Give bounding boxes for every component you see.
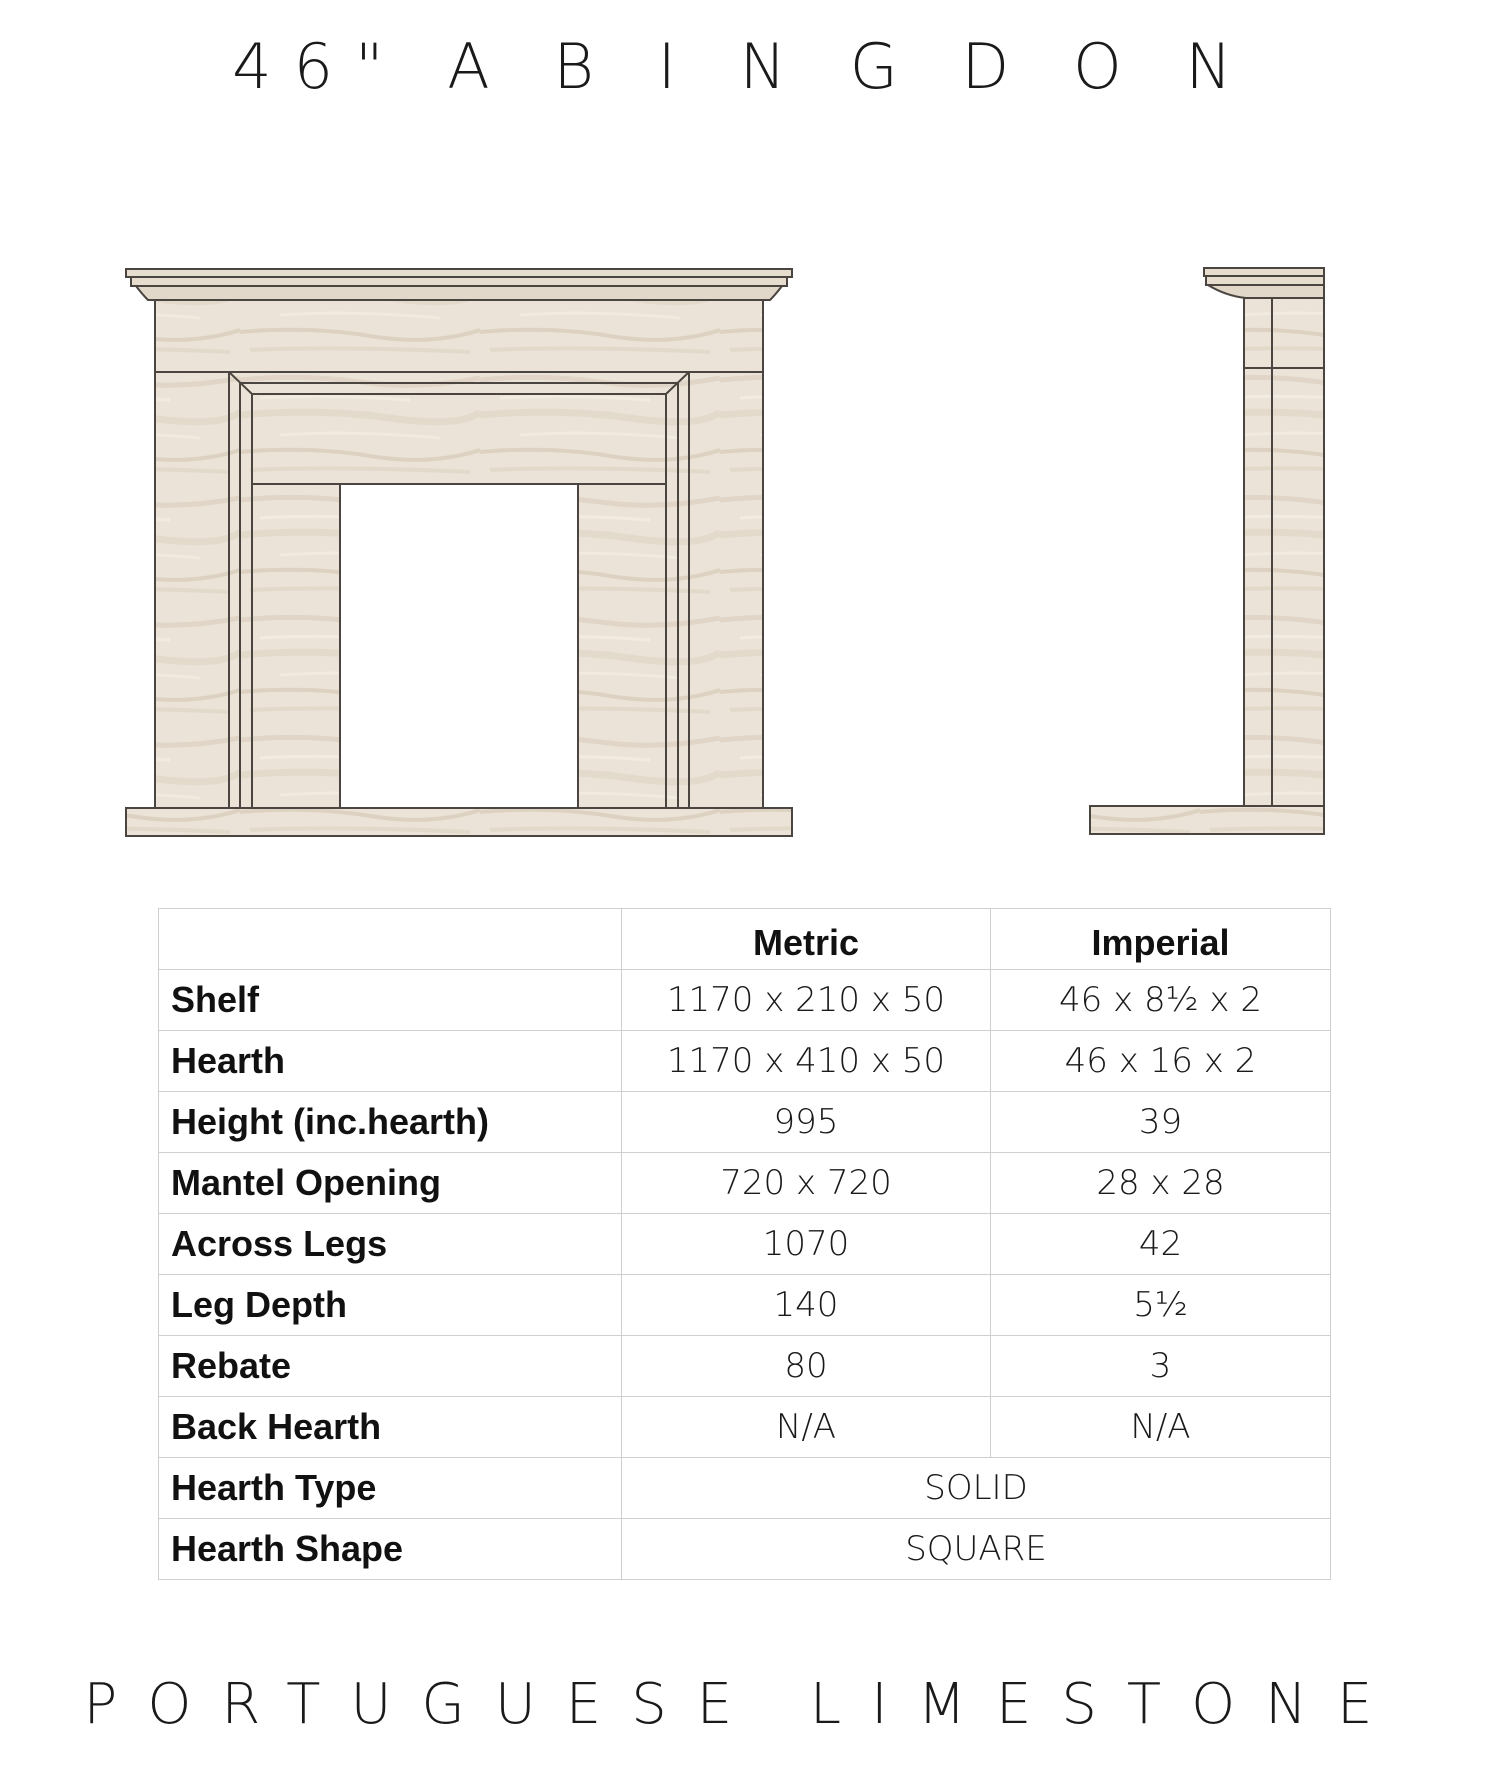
shelf-cove: [136, 286, 782, 300]
table-row: [159, 1092, 1331, 1153]
side-shelf-cove: [1208, 285, 1324, 298]
table-row: [159, 1458, 1331, 1519]
imperial-value: 5½: [991, 1275, 1331, 1336]
hearth: [126, 808, 792, 836]
imperial-value: N/A: [991, 1397, 1331, 1458]
left-leg: [155, 372, 229, 808]
fire-opening: [340, 484, 578, 808]
row-label: Leg Depth: [159, 1275, 622, 1336]
right-leg: [689, 372, 763, 808]
side-shelf-band: [1206, 276, 1324, 285]
merged-value: SQUARE: [622, 1519, 1331, 1580]
material-footer: PORTUGUESE LIMESTONE: [83, 1672, 1403, 1737]
header-imperial: Imperial: [991, 909, 1331, 970]
imperial-value: 46 x 16 x 2: [991, 1031, 1331, 1092]
row-label: Hearth Shape: [159, 1519, 622, 1580]
table-header-row: [159, 909, 1331, 970]
merged-value: SOLID: [622, 1458, 1331, 1519]
row-label: Hearth: [159, 1031, 622, 1092]
metric-value: 995: [622, 1092, 991, 1153]
frieze: [155, 300, 763, 372]
metric-value: N/A: [622, 1397, 991, 1458]
table-row: [159, 970, 1331, 1031]
metric-value: 140: [622, 1275, 991, 1336]
side-frieze: [1244, 298, 1324, 368]
side-leg: [1244, 368, 1324, 806]
header-metric: Metric: [622, 909, 991, 970]
side-shelf-top: [1204, 268, 1324, 276]
row-label: Across Legs: [159, 1214, 622, 1275]
side-hearth: [1090, 806, 1324, 834]
row-label: Mantel Opening: [159, 1153, 622, 1214]
imperial-value: 3: [991, 1336, 1331, 1397]
metric-value: 720 x 720: [622, 1153, 991, 1214]
specification-table: [158, 908, 1331, 1580]
row-label: Hearth Type: [159, 1458, 622, 1519]
table-row: [159, 1275, 1331, 1336]
inner-left-jamb: [252, 484, 340, 808]
metric-value: 1070: [622, 1214, 991, 1275]
page-title: 46" A B I N G D O N: [232, 30, 1254, 103]
row-label: Shelf: [159, 970, 622, 1031]
table-row: [159, 1336, 1331, 1397]
inner-panel: [252, 394, 666, 484]
row-label: Back Hearth: [159, 1397, 622, 1458]
imperial-value: 42: [991, 1214, 1331, 1275]
table-row: [159, 1397, 1331, 1458]
imperial-value: 46 x 8½ x 2: [991, 970, 1331, 1031]
metric-value: 80: [622, 1336, 991, 1397]
header-blank: [159, 909, 622, 970]
metric-value: 1170 x 210 x 50: [622, 970, 991, 1031]
metric-value: 1170 x 410 x 50: [622, 1031, 991, 1092]
table-row: [159, 1214, 1331, 1275]
table-row: [159, 1031, 1331, 1092]
shelf-top: [126, 269, 792, 277]
table-row: [159, 1519, 1331, 1580]
shelf-band: [131, 277, 787, 286]
inner-right-jamb: [578, 484, 666, 808]
table-row: [159, 1153, 1331, 1214]
imperial-value: 28 x 28: [991, 1153, 1331, 1214]
row-label: Height (inc.hearth): [159, 1092, 622, 1153]
row-label: Rebate: [159, 1336, 622, 1397]
front-elevation: [126, 269, 792, 836]
imperial-value: 39: [991, 1092, 1331, 1153]
fireplace-drawing: [0, 0, 1486, 880]
side-elevation: [1090, 268, 1324, 834]
